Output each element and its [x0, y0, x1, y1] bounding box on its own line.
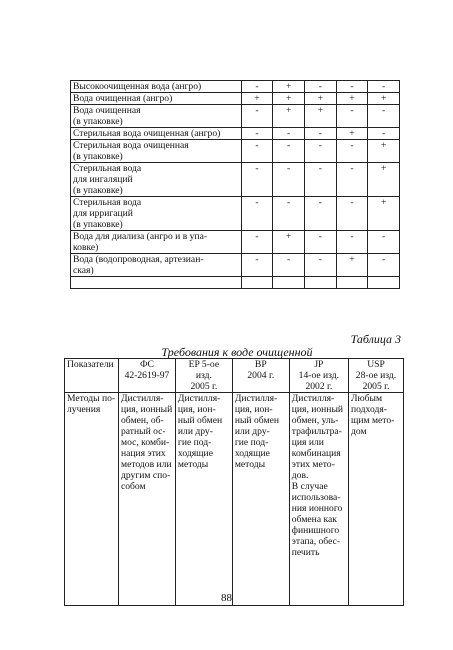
column-header: BP 2004 г.	[232, 359, 289, 393]
column-header: EP 5-ое изд. 2005 г.	[175, 359, 232, 393]
water-type-name: Вода для диализа (ангро и в упа- ковке)	[71, 231, 242, 254]
presence-mark: -	[336, 163, 368, 197]
table-header-row	[65, 359, 404, 393]
column-header: JP 14-ое изд. 2002 г.	[289, 359, 348, 393]
presence-mark	[304, 277, 336, 289]
presence-mark: -	[241, 128, 273, 140]
presence-mark: -	[304, 231, 336, 254]
water-type-name: Стерильная вода очищенная (ангро)	[71, 128, 242, 140]
presence-mark: -	[336, 105, 368, 128]
presence-mark: +	[336, 128, 368, 140]
table-row	[65, 393, 404, 606]
presence-mark: -	[336, 231, 368, 254]
presence-mark	[273, 277, 305, 289]
water-type-name: Вода очищенная (в упаковке)	[71, 105, 242, 128]
water-types-table	[70, 80, 400, 289]
presence-mark: +	[241, 93, 273, 105]
table-cell: Дистилля- ция, ионный обмен, об- ратный ос- мос, комби- нация этих методов или другим спо- собом	[119, 393, 176, 606]
presence-mark: +	[273, 105, 305, 128]
presence-mark: -	[304, 254, 336, 277]
presence-mark: -	[368, 231, 400, 254]
table-number: Таблица 3	[350, 332, 401, 346]
table-row	[71, 93, 400, 105]
presence-mark: -	[304, 197, 336, 231]
presence-mark: +	[304, 93, 336, 105]
presence-mark	[241, 277, 273, 289]
table-row	[71, 277, 400, 289]
presence-mark: -	[273, 197, 305, 231]
presence-mark: -	[336, 197, 368, 231]
table-cell: Дистилля- ция, ионный обмен, уль- трафильтра- ция или комбинация этих мето- дов. В случае использова- ния ионного обмена как финишного этапа, обес- печить	[289, 393, 348, 606]
presence-mark: -	[368, 254, 400, 277]
presence-mark: -	[273, 163, 305, 197]
presence-mark: +	[273, 81, 305, 93]
page-number: 88	[221, 592, 232, 604]
presence-mark: -	[304, 81, 336, 93]
presence-mark	[336, 277, 368, 289]
column-header: ФС 42-2619-97	[119, 359, 176, 393]
table-row	[71, 197, 400, 231]
presence-mark: -	[241, 105, 273, 128]
presence-mark: +	[273, 231, 305, 254]
water-type-name: Стерильная вода для ирригаций (в упаковке)	[71, 197, 242, 231]
presence-mark: -	[241, 140, 273, 163]
table-row	[71, 254, 400, 277]
presence-mark: -	[241, 163, 273, 197]
presence-mark: -	[273, 254, 305, 277]
table-row	[71, 163, 400, 197]
table-title: Требования к воде очищенной	[161, 345, 313, 359]
presence-mark: -	[241, 197, 273, 231]
presence-mark: -	[273, 140, 305, 163]
table-row	[71, 105, 400, 128]
presence-mark: +	[304, 105, 336, 128]
water-type-name: Вода (водопроводная, артезиан- ская)	[71, 254, 242, 277]
presence-mark	[368, 277, 400, 289]
water-type-name: Высокоочищенная вода (ангро)	[71, 81, 242, 93]
presence-mark: +	[273, 93, 305, 105]
presence-mark: -	[241, 231, 273, 254]
table-cell: Дистилля- ция, ион- ный обмен или дру- гие под- ходящие методы	[175, 393, 232, 606]
table-row	[71, 140, 400, 163]
purified-water-requirements-table	[64, 358, 404, 606]
presence-mark: -	[241, 81, 273, 93]
table-cell: Методы по- лучения	[65, 393, 119, 606]
water-type-name: Стерильная вода для ингаляций (в упаковке)	[71, 163, 242, 197]
water-type-name: Вода очищенная (ангро)	[71, 93, 242, 105]
presence-mark: -	[368, 105, 400, 128]
presence-mark: -	[336, 81, 368, 93]
presence-mark: +	[368, 140, 400, 163]
presence-mark: -	[304, 128, 336, 140]
column-header: Показатели	[65, 359, 119, 393]
presence-mark: -	[241, 254, 273, 277]
water-type-name: Стерильная вода очищенная (в упаковке)	[71, 140, 242, 163]
presence-mark: +	[368, 197, 400, 231]
presence-mark: +	[368, 163, 400, 197]
table-row	[71, 81, 400, 93]
column-header: USP 28-ое изд. 2005 г.	[348, 359, 403, 393]
table-row	[71, 128, 400, 140]
presence-mark: -	[304, 163, 336, 197]
table-cell: Любым подходя- щим мето- дом	[348, 393, 403, 606]
presence-mark: +	[336, 254, 368, 277]
table-row	[71, 231, 400, 254]
presence-mark: +	[336, 93, 368, 105]
water-type-name	[71, 277, 242, 289]
presence-mark: -	[304, 140, 336, 163]
presence-mark: -	[336, 140, 368, 163]
presence-mark: -	[273, 128, 305, 140]
presence-mark: -	[368, 81, 400, 93]
presence-mark: -	[368, 128, 400, 140]
table-cell: Дистилля- ция, ион- ный обмен или дру- гие под- ходящие методы	[232, 393, 289, 606]
presence-mark: +	[368, 93, 400, 105]
